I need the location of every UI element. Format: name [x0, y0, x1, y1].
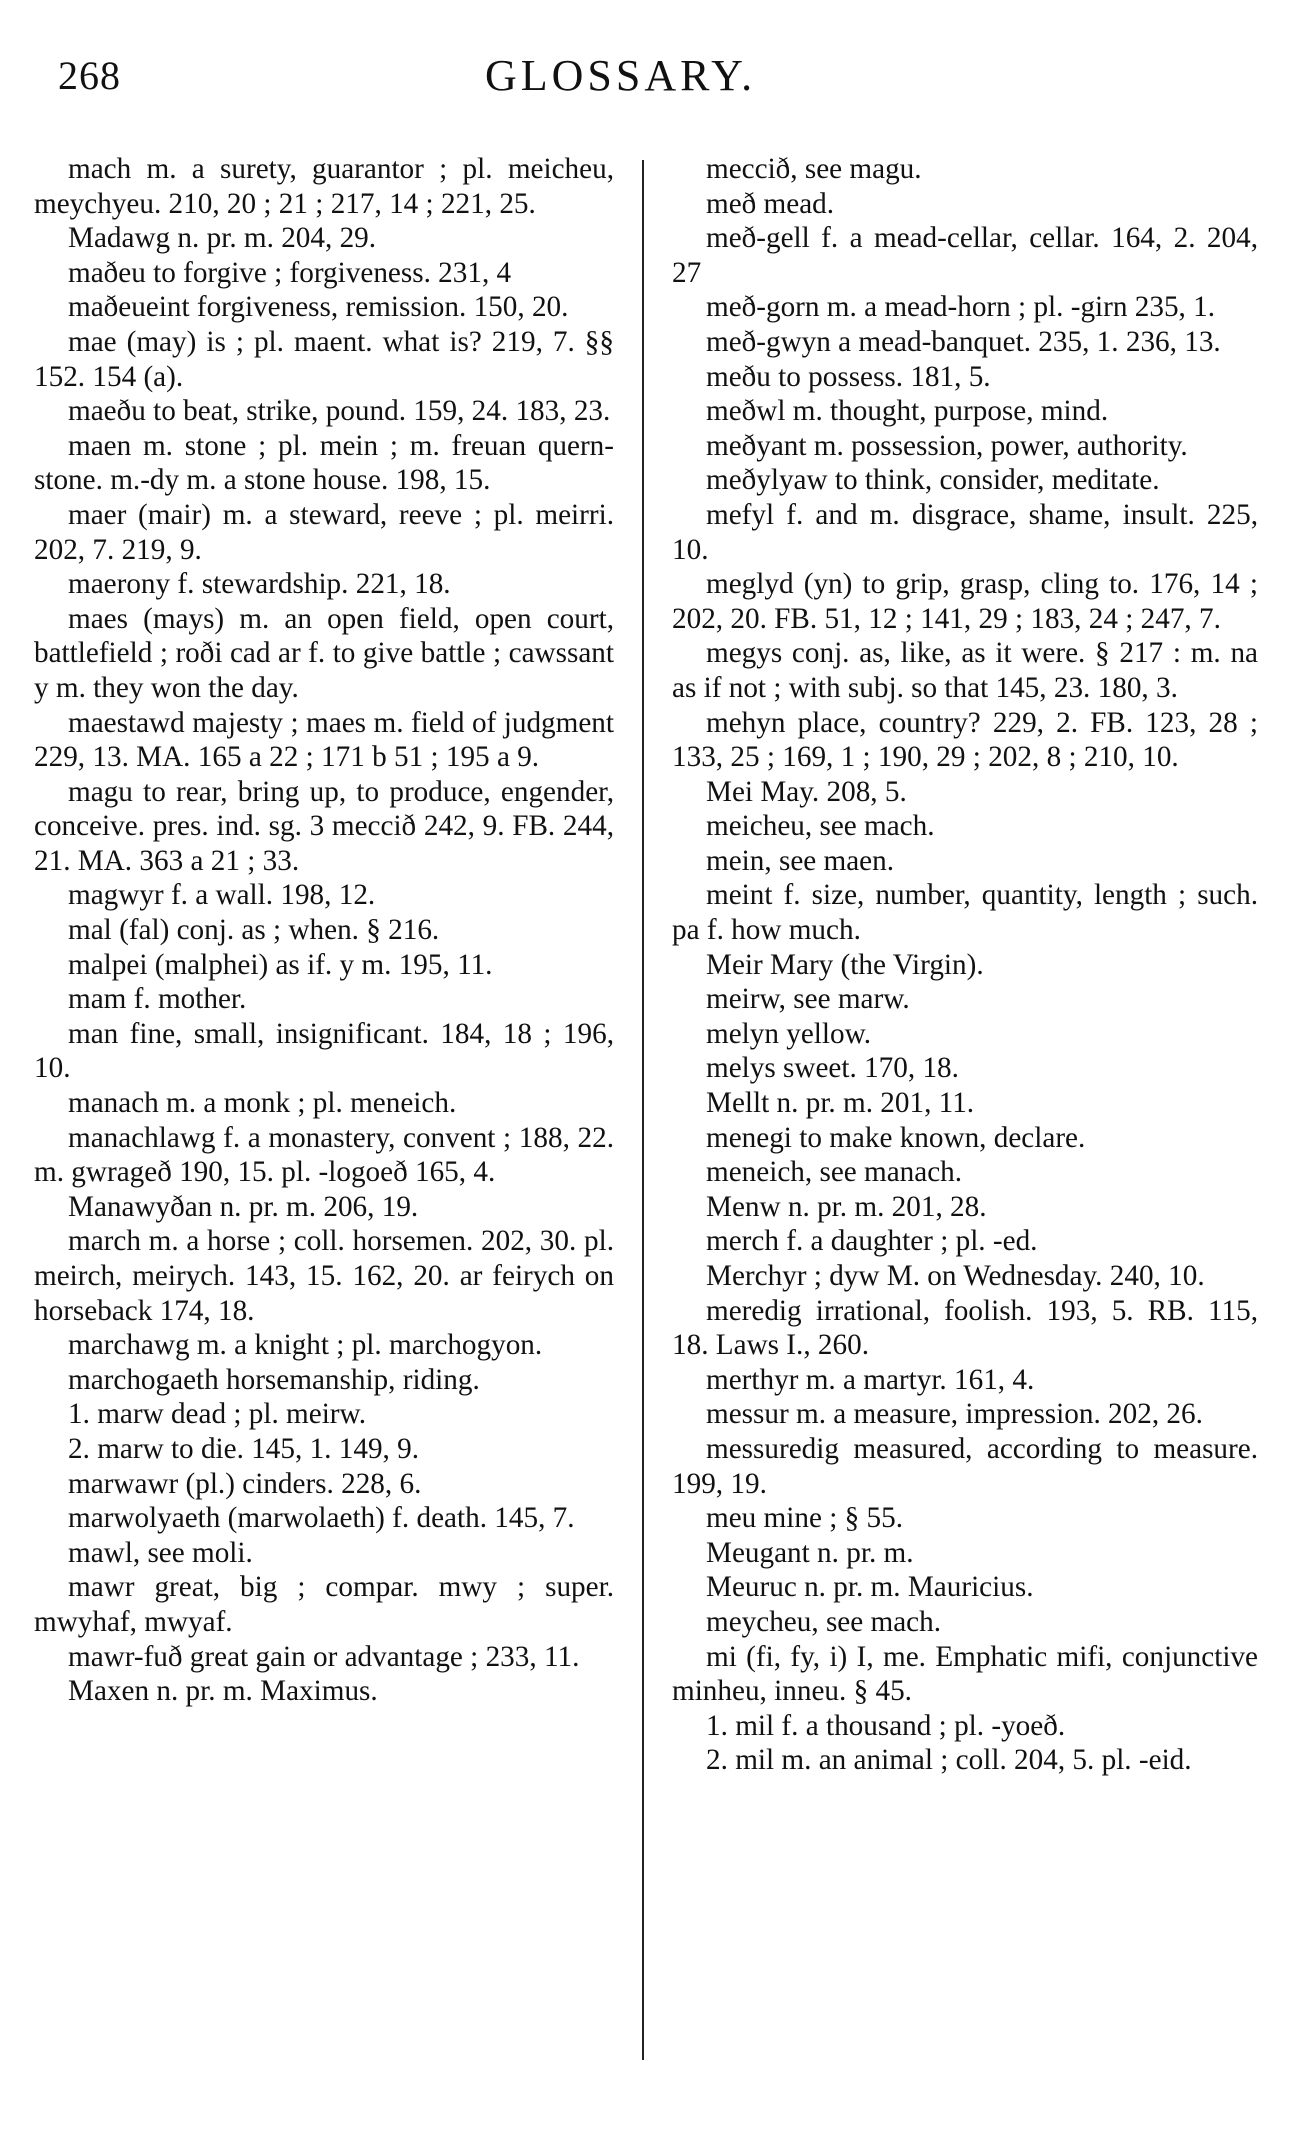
glossary-entry: meðwl m. thought, purpose, mind. — [706, 395, 1109, 428]
column-divider — [642, 160, 644, 2060]
glossary-entry: mae (may) is ; pl. maent. what is? 219, 7. §§ 152. 154 (a). — [34, 325, 614, 393]
glossary-entry: mawr great, big ; compar. mwy ; super. mwyhaf, mwyaf. — [34, 1571, 614, 1638]
glossary-entry: maer (mair) m. a steward, reeve ; pl. meirri. 202, 7. 219, 9. — [34, 498, 614, 566]
glossary-entry: með mead. — [706, 187, 835, 220]
running-head-title: GLOSSARY. — [485, 51, 757, 100]
glossary-entry: meredig irrational, foolish. 193, 5. RB. 115, 18. Laws I., 260. — [672, 1294, 1258, 1362]
glossary-entry: melys sweet. 170, 18. — [706, 1052, 959, 1085]
glossary-entry: Meugant n. pr. m. — [706, 1536, 914, 1569]
glossary-entry: malpei (malphei) as if. y m. 195, 11. — [68, 948, 493, 981]
glossary-entry: Menw n. pr. m. 201, 28. — [706, 1190, 987, 1223]
glossary-entry: merthyr m. a martyr. 161, 4. — [706, 1363, 1035, 1396]
glossary-entry: merch f. a daughter ; pl. -ed. — [706, 1225, 1038, 1258]
glossary-entry: melyn yellow. — [706, 1017, 872, 1050]
glossary-entry: meglyd (yn) to grip, grasp, cling to. 176, 14 ; 202, 20. FB. 51, 12 ; 141, 29 ; 183, 24 ; 247, 7. — [672, 568, 1258, 635]
glossary-entry: meðylyaw to think, consider, meditate. — [706, 464, 1160, 497]
glossary-entry: maen m. stone ; pl. mein ; m. freuan quern-stone. m.-dy m. a stone house. 198, 15. — [34, 429, 614, 497]
glossary-entry: meirw, see marw. — [706, 983, 910, 1016]
glossary-entry: mam f. mother. — [68, 983, 247, 1016]
glossary-entry: 1. mil f. a thousand ; pl. -yoeð. — [706, 1709, 1066, 1742]
glossary-entry: meycheu, see mach. — [706, 1605, 942, 1638]
right-column — [672, 152, 1258, 1778]
glossary-entry: meccið, see magu. — [706, 153, 922, 185]
glossary-entry: mawr-fuð great gain or advantage ; 233, 11. — [68, 1640, 580, 1673]
glossary-entry: meu mine ; § 55. — [706, 1502, 903, 1535]
glossary-entry: march m. a horse ; coll. horsemen. 202, 30. pl. meirch, meirych. 143, 15. 162, 20. ar feirych on horseback 174, 18. — [34, 1225, 614, 1327]
glossary-entry: meneich, see manach. — [706, 1156, 963, 1189]
glossary-entry: Mellt n. pr. m. 201, 11. — [706, 1087, 975, 1120]
glossary-entry: meðu to possess. 181, 5. — [706, 360, 991, 393]
glossary-entry: meðyant m. possession, power, authority. — [706, 429, 1188, 462]
glossary-entry: 2. mil m. an animal ; coll. 204, 5. pl. -eid. — [706, 1744, 1192, 1777]
glossary-entry: maestawd majesty ; maes m. field of judgment 229, 13. MA. 165 a 22 ; 171 b 51 ; 195 a 9. — [34, 706, 614, 774]
glossary-entry: meicheu, see mach. — [706, 810, 935, 843]
glossary-entry: með-gorn m. a mead-horn ; pl. -girn 235, 1. — [706, 291, 1216, 324]
glossary-entry: marwolyaeth (marwolaeth) f. death. 145, 7. — [68, 1502, 575, 1535]
glossary-entry: magu to rear, bring up, to produce, engender, conceive. pres. ind. sg. 3 meccið 242, 9. FB. 244, 21. MA. 363 a 21 ; 33. — [34, 775, 614, 877]
glossary-entry: mi (fi, fy, i) I, me. Emphatic mifi, conjunctive minheu, inneu. § 45. — [672, 1640, 1258, 1708]
glossary-entry: Merchyr ; dyw M. on Wednesday. 240, 10. — [706, 1260, 1205, 1292]
glossary-entry: Meuruc n. pr. m. Mauricius. — [706, 1571, 1034, 1604]
glossary-entry: meint f. size, number, quantity, length ; such. pa f. how much. — [672, 879, 1258, 947]
glossary-entry: með-gell f. a mead-cellar, cellar. 164, 2. 204, 27 — [672, 222, 1258, 289]
glossary-entry: Madawg n. pr. m. 204, 29. — [68, 222, 377, 255]
glossary-entry: marchogaeth horsemanship, riding. — [68, 1363, 480, 1396]
glossary-entry: Manawyðan n. pr. m. 206, 19. — [68, 1190, 419, 1223]
glossary-entry: mefyl f. and m. disgrace, shame, insult. 225, 10. — [672, 498, 1258, 566]
glossary-entry: mal (fal) conj. as ; when. § 216. — [68, 914, 440, 947]
glossary-entry: manachlawg f. a monastery, convent ; 188, 22. m. gwrageð 190, 15. pl. -logoeð 165, 4. — [34, 1121, 614, 1189]
glossary-entry: messur m. a measure, impression. 202, 26. — [706, 1398, 1203, 1431]
glossary-entry: mehyn place, country? 229, 2. FB. 123, 28 ; 133, 25 ; 169, 1 ; 190, 29 ; 202, 8 ; 210, 10. — [672, 706, 1258, 774]
glossary-entry: maeðu to beat, strike, pound. 159, 24. 183, 23. — [68, 395, 611, 428]
glossary-entry: maðeueint forgiveness, remission. 150, 20. — [68, 291, 569, 324]
glossary-entry: Maxen n. pr. m. Maximus. — [68, 1675, 378, 1708]
glossary-entry: maes (mays) m. an open field, open court, battlefield ; roði cad ar f. to give battle ; cawssant y m. they won the day. — [34, 602, 614, 704]
left-column — [34, 152, 614, 1709]
glossary-entry: Mei May. 208, 5. — [706, 775, 907, 808]
glossary-entry: messuredig measured, according to measure. 199, 19. — [672, 1432, 1258, 1500]
glossary-entry: marwawr (pl.) cinders. 228, 6. — [68, 1467, 422, 1500]
glossary-entry: með-gwyn a mead-banquet. 235, 1. 236, 13. — [706, 325, 1221, 358]
glossary-entry: Meir Mary (the Virgin). — [706, 948, 984, 981]
glossary-entry: maðeu to forgive ; forgiveness. 231, 4 — [68, 256, 512, 289]
glossary-entry: maerony f. stewardship. 221, 18. — [68, 568, 451, 601]
page-number: 268 — [58, 53, 121, 98]
glossary-entry: manach m. a monk ; pl. meneich. — [68, 1087, 457, 1120]
glossary-entry: mawl, see moli. — [68, 1536, 253, 1569]
glossary-entry: magwyr f. a wall. 198, 12. — [68, 879, 376, 912]
glossary-entry: megys conj. as, like, as it were. § 217 : m. na as if not ; with subj. so that 145, 23. 180, 3. — [672, 637, 1258, 704]
glossary-entry: man fine, small, insignificant. 184, 18 ; 196, 10. — [34, 1017, 614, 1085]
glossary-entry: marchawg m. a knight ; pl. marchogyon. — [68, 1329, 543, 1362]
glossary-entry: mach m. a surety, guarantor ; pl. meicheu, meychyeu. 210, 20 ; 21 ; 217, 14 ; 221, 25. — [34, 153, 614, 220]
glossary-entry: mein, see maen. — [706, 844, 895, 877]
glossary-entry: menegi to make known, declare. — [706, 1121, 1086, 1154]
glossary-entry: 2. marw to die. 145, 1. 149, 9. — [68, 1432, 420, 1465]
glossary-entry: 1. marw dead ; pl. meirw. — [68, 1398, 367, 1431]
